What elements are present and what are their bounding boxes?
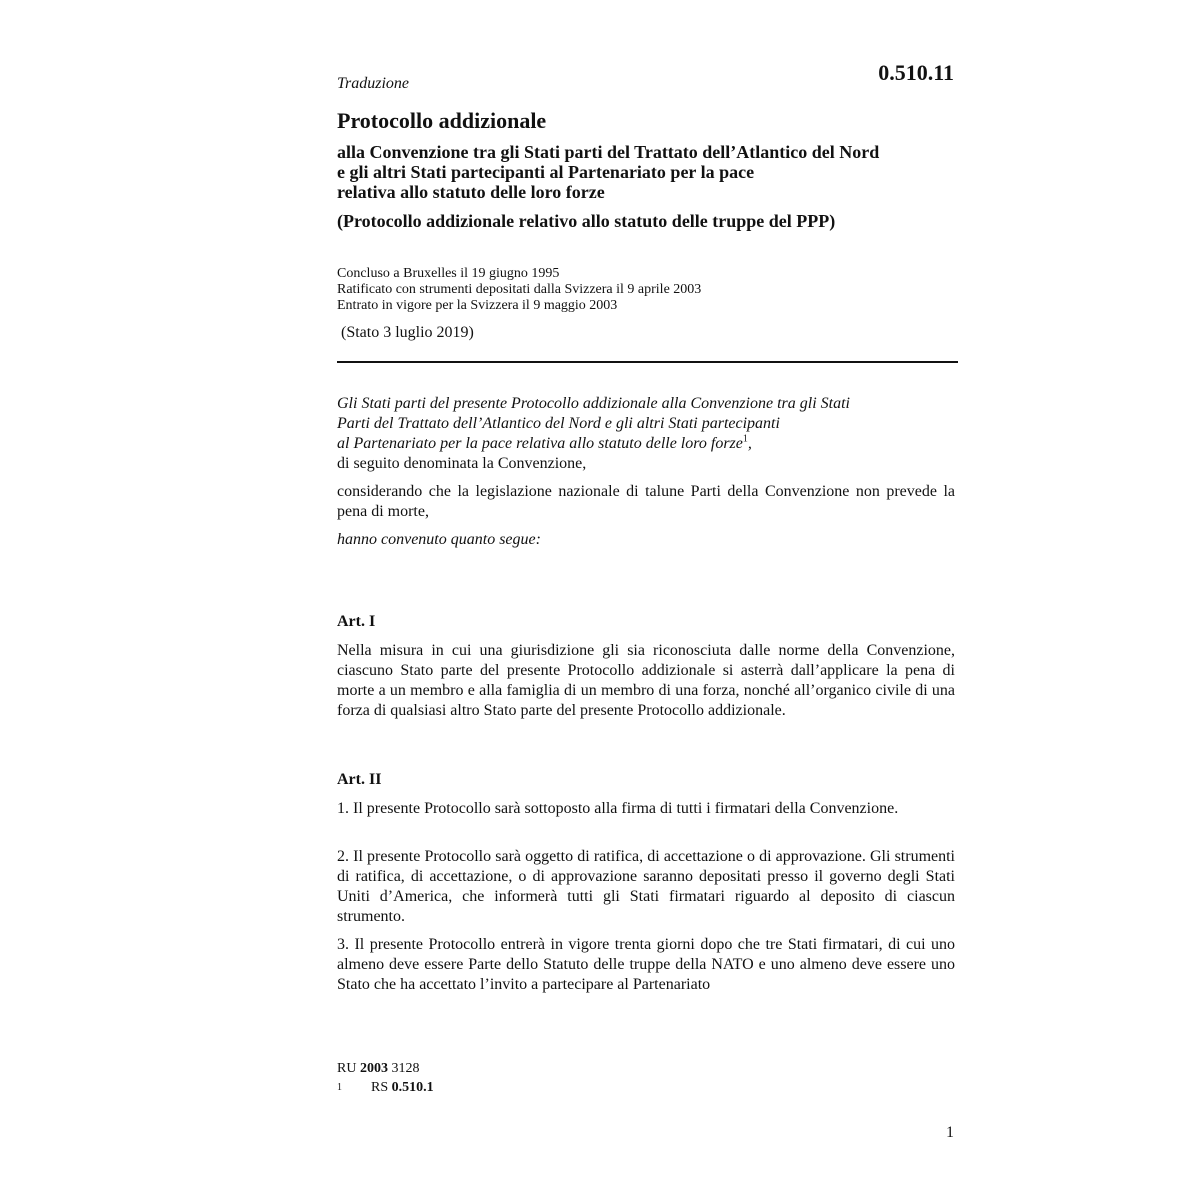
preamble — [337, 394, 955, 454]
preamble-line — [337, 434, 955, 454]
footnotes — [337, 1059, 434, 1097]
page-number: 1 — [946, 1124, 954, 1141]
preamble-line: Gli Stati parti del presente Protocollo addizionale alla Convenzione tra gli Stati — [337, 395, 850, 412]
article-paragraph: 3. Il presente Protocollo entrerà in vigore trenta giorni dopo che tre Stati firmatari, di cui uno almeno deve essere Parte dello Statuto delle truppe della NATO e uno almeno deve essere uno Stato che ha accettato l’invito a partecipare al Partenariato — [337, 936, 955, 993]
preamble-comma: , — [747, 435, 752, 452]
considering-text: considerando che la legislazione nazionale di talune Parti della Convenzione non prevede la pena di morte, — [337, 483, 955, 520]
ru-prefix: RU — [337, 1061, 357, 1076]
article-heading: Art. II — [337, 771, 382, 788]
article-paragraph: Nella misura in cui una giurisdizione gli sia riconosciuta dalle norme della Convenzione, ciascuno Stato parte del presente Protocollo addizionale si asterrà dall’applicare la pena di morte a un membro e alla famiglia di un membro di una forza, nonché all’organico civile di una forza di qualsiasi altro Stato parte del presente Protocollo addizionale. — [337, 642, 955, 719]
document-metadata — [337, 266, 701, 314]
footnote-number: 1 — [337, 1082, 342, 1093]
header-divider — [337, 361, 958, 363]
ru-page: 3128 — [391, 1061, 420, 1076]
document-title: Protocollo addizionale — [337, 108, 547, 133]
official-compilation-ref — [337, 1059, 434, 1078]
footnote-reference[interactable]: 1 — [742, 433, 748, 445]
preamble-line-text: al Partenariato per la pace relativa allo statuto delle loro forze — [337, 435, 743, 452]
in-force-date: Entrato in vigore per la Svizzera il 9 maggio 2003 — [337, 298, 618, 313]
rs-prefix: RS — [371, 1080, 389, 1095]
article-paragraph: 1. Il presente Protocollo sarà sottoposto alla firma di tutti i firmatari della Convenzione. — [337, 800, 899, 817]
document-number: 0.510.11 — [878, 60, 954, 85]
document-subtitle — [337, 142, 977, 202]
ratified-date: Ratificato con strumenti depositati dalla Svizzera il 9 aprile 2003 — [337, 282, 702, 297]
footnote-item — [337, 1078, 434, 1097]
concluded-date: Concluso a Bruxelles il 19 giugno 1995 — [337, 266, 560, 281]
short-title: (Protocollo addizionale relativo allo statuto delle truppe del PPP) — [337, 211, 836, 231]
subtitle-line: relativa allo statuto delle loro forze — [337, 182, 605, 202]
status-date: (Stato 3 luglio 2019) — [341, 324, 474, 341]
rs-number[interactable]: 0.510.1 — [391, 1080, 434, 1095]
translation-label: Traduzione — [337, 75, 410, 92]
article-paragraph: 2. Il presente Protocollo sarà oggetto di ratifica, di accettazione o di approvazione. Gli strumenti di ratifica, di accettazione, o di approvazione saranno depositati presso il governo degli Stati Uniti d’America, che informerà tutti gli Stati firmatari riguardo al deposito di ciascun strumento. — [337, 848, 955, 925]
subtitle-line: e gli altri Stati partecipanti al Partenariato per la pace — [337, 162, 755, 182]
agreed-text: hanno convenuto quanto segue: — [337, 531, 541, 548]
ru-year: 2003 — [359, 1061, 388, 1076]
denominated-text: di seguito denominata la Convenzione, — [337, 455, 587, 472]
article-heading: Art. I — [337, 613, 376, 630]
preamble-line: Parti del Trattato dell’Atlantico del Nord e gli altri Stati partecipanti — [337, 415, 780, 432]
subtitle-line: alla Convenzione tra gli Stati parti del Trattato dell’Atlantico del Nord — [337, 142, 880, 162]
